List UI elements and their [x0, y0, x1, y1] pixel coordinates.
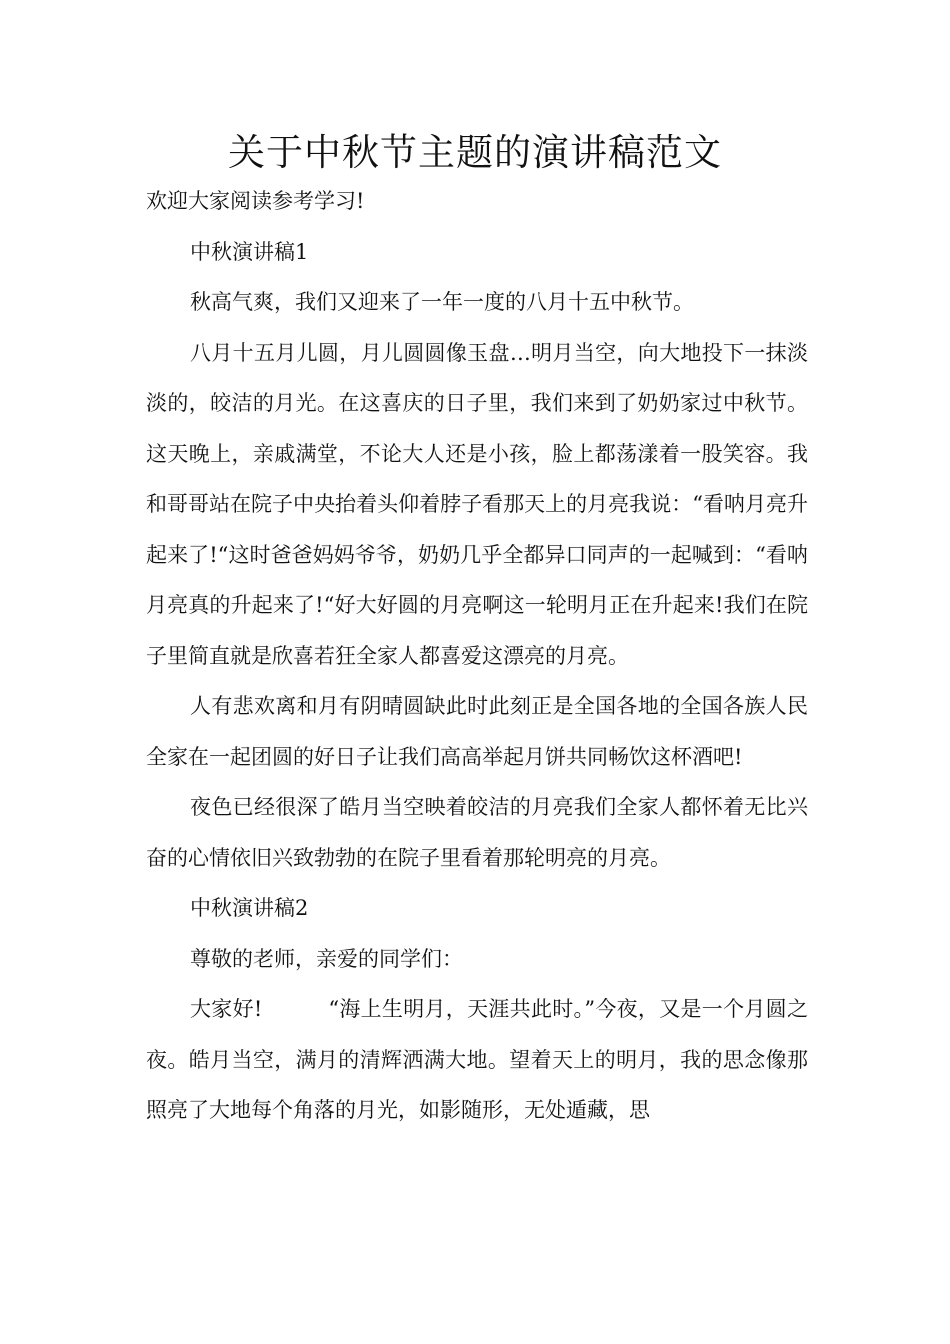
paragraph-4: 夜色已经很深了皓月当空映着皎洁的月亮我们全家人都怀着无比兴奋的心情依旧兴致勃勃的在院子里看着那轮明亮的月亮。 [146, 795, 808, 870]
document-title: 关于中秋节主题的演讲稿范文 [228, 131, 722, 174]
section-heading-2: 中秋演讲稿2 [190, 896, 309, 920]
intro-line: 欢迎大家阅读参考学习! [146, 189, 365, 213]
document-body [146, 176, 808, 1136]
paragraph-1: 秋高气爽，我们又迎来了一年一度的八月十五中秋节。 [190, 290, 694, 314]
paragraph-3: 人有悲欢离和月有阴晴圆缺此时此刻正是全国各地的全国各族人民全家在一起团圆的好日子让我们高高举起月饼共同畅饮这杯酒吧! [146, 694, 808, 769]
paragraph-5-rest: “海上生明月，天涯共此时。”今夜，又是一个月圆之夜。皓月当空，满月的清辉洒满大地。望着天上的明月，我的思念像那照亮了大地每个角落的月光，如影随形，无处遁藏，思 [146, 997, 808, 1122]
greeting-line: 尊敬的老师，亲爱的同学们： [190, 946, 463, 971]
section-heading-1: 中秋演讲稿1 [190, 239, 309, 264]
hello-text: 大家好! [190, 997, 263, 1021]
paragraph-2: 八月十五月儿圆，月儿圆圆像玉盘…明月当空，向大地投下一抹淡淡的，皎洁的月光。在这喜庆的日子里，我们来到了奶奶家过中秋节。这天晚上，亲戚满堂，不论大人还是小孩，脸上都荡漾着一股笑容。我和哥哥站在院子中央抬着头仰着脖子看那天上的月亮我说：“看呐月亮升起来了!“这时爸爸妈妈爷爷，奶奶几乎全都异口同声的一起喊到：“看呐月亮真的升起来了!“好大好圆的月亮啊这一轮明月正在升起来!我们在院子里简直就是欣喜若狂全家人都喜爱这漂亮的月亮。 [146, 340, 808, 668]
paragraph-5 [146, 984, 808, 1136]
